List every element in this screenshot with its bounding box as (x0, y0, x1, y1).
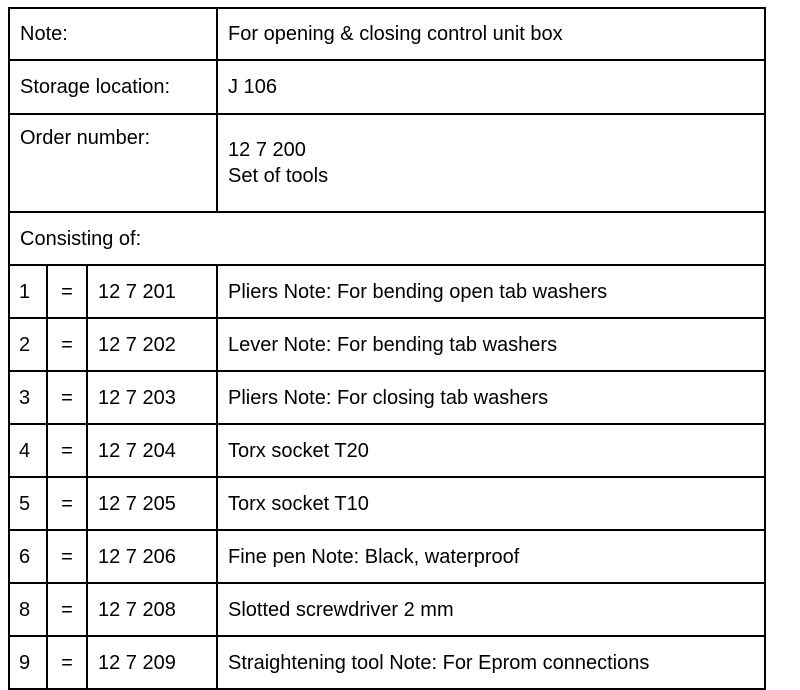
item-number: 9 (9, 636, 47, 689)
item-description: Fine pen Note: Black, waterproof (217, 530, 765, 583)
note-label: Note: (9, 8, 217, 60)
table-row (9, 583, 765, 636)
item-part-number: 12 7 208 (87, 583, 217, 636)
item-part-number: 12 7 202 (87, 318, 217, 371)
storage-location-value: J 106 (217, 60, 765, 114)
consisting-of-row (9, 212, 765, 265)
item-part-number: 12 7 209 (87, 636, 217, 689)
item-separator: = (47, 583, 87, 636)
item-separator: = (47, 477, 87, 530)
item-part-number: 12 7 203 (87, 371, 217, 424)
item-part-number: 12 7 204 (87, 424, 217, 477)
item-separator: = (47, 371, 87, 424)
item-separator: = (47, 530, 87, 583)
table-row (9, 636, 765, 689)
item-description: Pliers Note: For bending open tab washers (217, 265, 765, 318)
order-number-row (9, 114, 765, 212)
order-number-code: 12 7 200 (228, 139, 306, 161)
table-row (9, 477, 765, 530)
item-separator: = (47, 265, 87, 318)
item-number: 2 (9, 318, 47, 371)
item-number: 4 (9, 424, 47, 477)
consisting-of-label: Consisting of: (9, 212, 765, 265)
item-number: 6 (9, 530, 47, 583)
item-separator: = (47, 424, 87, 477)
table-row (9, 371, 765, 424)
note-row (9, 8, 765, 60)
table-row (9, 265, 765, 318)
storage-location-row (9, 60, 765, 114)
item-number: 5 (9, 477, 47, 530)
item-description: Lever Note: For bending tab washers (217, 318, 765, 371)
item-number: 1 (9, 265, 47, 318)
item-part-number: 12 7 205 (87, 477, 217, 530)
order-number-value (217, 114, 765, 212)
storage-location-label: Storage location: (9, 60, 217, 114)
item-description: Straightening tool Note: For Eprom connections (217, 636, 765, 689)
item-description: Torx socket T10 (217, 477, 765, 530)
table-row (9, 424, 765, 477)
table-row (9, 530, 765, 583)
item-part-number: 12 7 201 (87, 265, 217, 318)
item-description: Pliers Note: For closing tab washers (217, 371, 765, 424)
tool-set-table (8, 7, 766, 690)
order-number-label: Order number: (9, 114, 217, 212)
item-number: 8 (9, 583, 47, 636)
item-number: 3 (9, 371, 47, 424)
item-separator: = (47, 636, 87, 689)
item-description: Slotted screwdriver 2 mm (217, 583, 765, 636)
table-row (9, 318, 765, 371)
note-value: For opening & closing control unit box (217, 8, 765, 60)
item-part-number: 12 7 206 (87, 530, 217, 583)
order-number-description: Set of tools (228, 165, 329, 187)
item-description: Torx socket T20 (217, 424, 765, 477)
item-separator: = (47, 318, 87, 371)
